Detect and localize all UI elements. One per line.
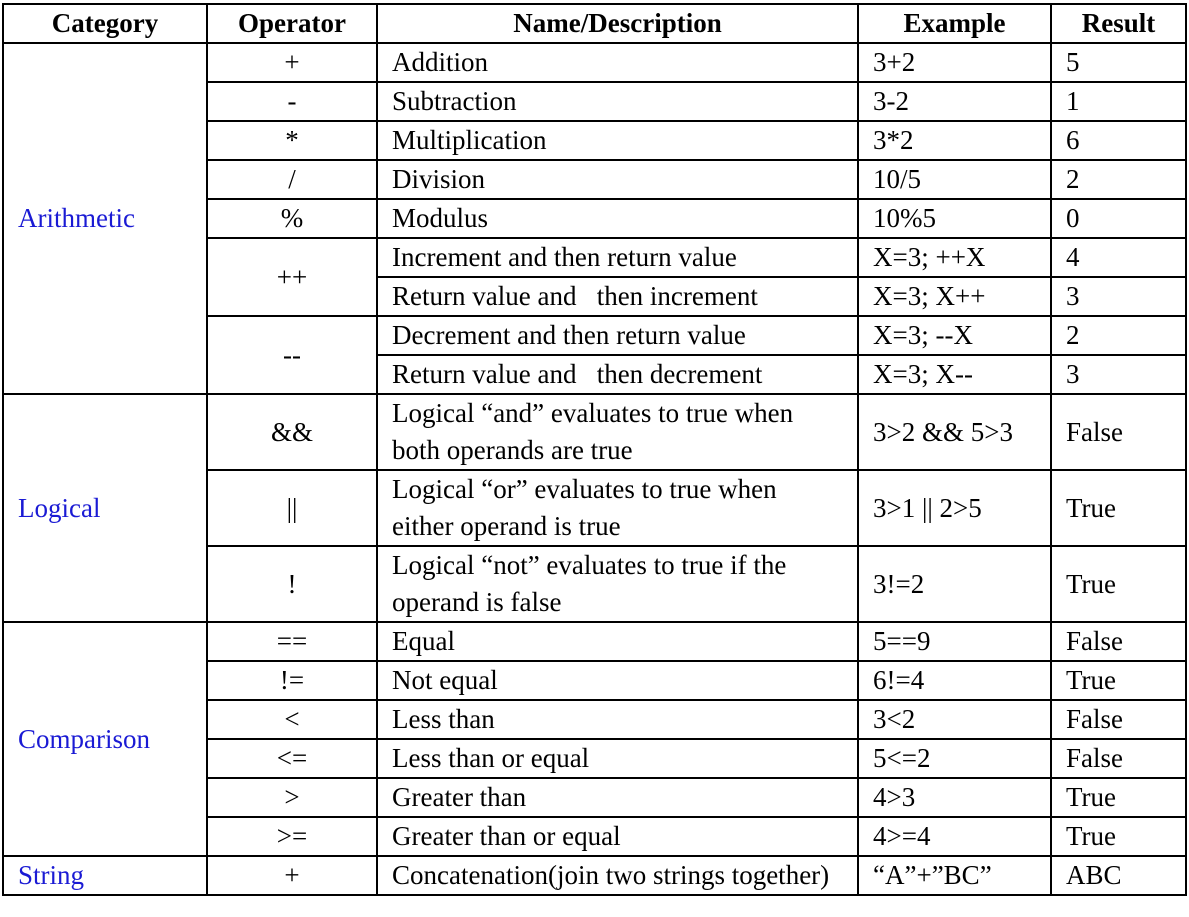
description-cell: Greater than — [377, 778, 858, 817]
operator-cell: ! — [207, 546, 377, 622]
result-cell: 1 — [1051, 82, 1186, 121]
category-comparison: Comparison — [3, 622, 207, 856]
table-row — [3, 856, 1186, 895]
operator-cell: * — [207, 121, 377, 160]
example-cell: 5==9 — [858, 622, 1051, 661]
example-cell: 4>=4 — [858, 817, 1051, 856]
result-cell: True — [1051, 470, 1186, 546]
description-cell: Logical “not” evaluates to true if the operand is false — [377, 546, 858, 622]
operator-cell: / — [207, 160, 377, 199]
description-cell: Less than or equal — [377, 739, 858, 778]
operators-table — [2, 3, 1187, 896]
description-cell: Return value and then increment — [377, 277, 858, 316]
description-cell: Concatenation(join two strings together) — [377, 856, 858, 895]
example-cell: 3>2 && 5>3 — [858, 394, 1051, 470]
table-row — [3, 394, 1186, 470]
operator-cell: != — [207, 661, 377, 700]
operator-cell: > — [207, 778, 377, 817]
operator-cell: -- — [207, 316, 377, 394]
description-cell: Not equal — [377, 661, 858, 700]
result-cell: 4 — [1051, 238, 1186, 277]
table-row — [3, 622, 1186, 661]
operator-cell: || — [207, 470, 377, 546]
category-arithmetic: Arithmetic — [3, 43, 207, 394]
result-cell: 5 — [1051, 43, 1186, 82]
result-cell: 2 — [1051, 316, 1186, 355]
category-string: String — [3, 856, 207, 895]
operator-cell: >= — [207, 817, 377, 856]
result-cell: 2 — [1051, 160, 1186, 199]
result-cell: False — [1051, 700, 1186, 739]
header-description: Name/Description — [377, 4, 858, 43]
result-cell: ABC — [1051, 856, 1186, 895]
result-cell: 0 — [1051, 199, 1186, 238]
header-row — [3, 4, 1186, 43]
header-operator: Operator — [207, 4, 377, 43]
result-cell: 3 — [1051, 355, 1186, 394]
example-cell: 3<2 — [858, 700, 1051, 739]
operator-cell: + — [207, 856, 377, 895]
description-cell: Multiplication — [377, 121, 858, 160]
description-cell: Division — [377, 160, 858, 199]
header-result: Result — [1051, 4, 1186, 43]
example-cell: X=3; ++X — [858, 238, 1051, 277]
example-cell: 3!=2 — [858, 546, 1051, 622]
example-cell: 10%5 — [858, 199, 1051, 238]
example-cell: 10/5 — [858, 160, 1051, 199]
operator-cell: < — [207, 700, 377, 739]
operator-cell: <= — [207, 739, 377, 778]
description-cell: Increment and then return value — [377, 238, 858, 277]
result-cell: False — [1051, 739, 1186, 778]
operator-cell: && — [207, 394, 377, 470]
example-cell: X=3; X++ — [858, 277, 1051, 316]
description-cell: Addition — [377, 43, 858, 82]
result-cell: False — [1051, 622, 1186, 661]
example-cell: “A”+”BC” — [858, 856, 1051, 895]
operator-cell: - — [207, 82, 377, 121]
example-cell: 5<=2 — [858, 739, 1051, 778]
example-cell: 4>3 — [858, 778, 1051, 817]
table-row — [3, 43, 1186, 82]
header-category: Category — [3, 4, 207, 43]
description-cell: Decrement and then return value — [377, 316, 858, 355]
example-cell: 3-2 — [858, 82, 1051, 121]
description-cell: Logical “or” evaluates to true when either operand is true — [377, 470, 858, 546]
operator-cell: + — [207, 43, 377, 82]
operator-cell: == — [207, 622, 377, 661]
description-cell: Logical “and” evaluates to true when both operands are true — [377, 394, 858, 470]
result-cell: 3 — [1051, 277, 1186, 316]
example-cell: 3*2 — [858, 121, 1051, 160]
example-cell: X=3; X-- — [858, 355, 1051, 394]
header-example: Example — [858, 4, 1051, 43]
description-cell: Subtraction — [377, 82, 858, 121]
description-cell: Less than — [377, 700, 858, 739]
description-cell: Equal — [377, 622, 858, 661]
result-cell: True — [1051, 546, 1186, 622]
result-cell: 6 — [1051, 121, 1186, 160]
example-cell: 3+2 — [858, 43, 1051, 82]
operator-cell: ++ — [207, 238, 377, 316]
result-cell: True — [1051, 661, 1186, 700]
category-logical: Logical — [3, 394, 207, 622]
description-cell: Modulus — [377, 199, 858, 238]
example-cell: X=3; --X — [858, 316, 1051, 355]
result-cell: True — [1051, 778, 1186, 817]
example-cell: 3>1 || 2>5 — [858, 470, 1051, 546]
result-cell: True — [1051, 817, 1186, 856]
description-cell: Greater than or equal — [377, 817, 858, 856]
example-cell: 6!=4 — [858, 661, 1051, 700]
description-cell: Return value and then decrement — [377, 355, 858, 394]
operator-cell: % — [207, 199, 377, 238]
result-cell: False — [1051, 394, 1186, 470]
